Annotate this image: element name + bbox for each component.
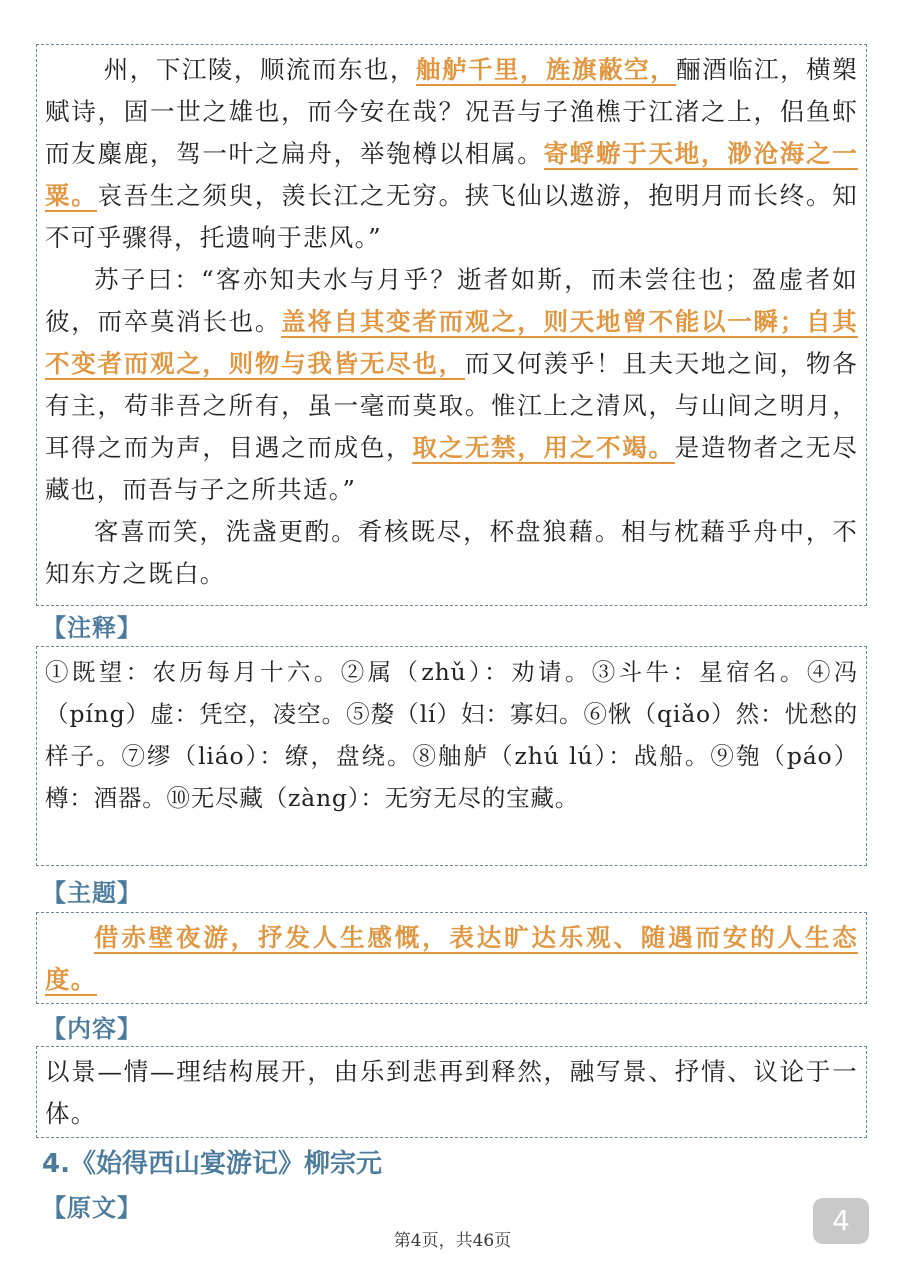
highlighted-phrase: 取之无禁，用之不竭。	[412, 433, 675, 462]
theme-label: 【主题】	[42, 879, 142, 907]
text-segment: 而又何羡乎！且夫天地之间，物各有主，苟非吾之所有，虽一毫而莫取。惟江上之清风，与山间之明月，耳得之而为声，目遇之而成色，	[45, 349, 858, 462]
highlighted-phrase: 盖将自其变者而观之，则天地曾不能以一瞬；自其不变者而观之，则物与我皆无尽也，	[45, 307, 858, 378]
page-number-badge[interactable]: 4	[813, 1198, 869, 1244]
theme-paragraph	[37, 917, 866, 1001]
content-box	[36, 1046, 867, 1138]
passage-paragraph-1	[37, 49, 866, 259]
text-segment: 州，下江陵，顺流而东也，	[103, 55, 416, 84]
highlighted-phrase: 舳舻千里，旌旗蔽空，	[415, 55, 677, 84]
original-text-label: 【原文】	[42, 1194, 142, 1222]
notes-text: ①既望：农历每月十六。②属（zhǔ）：劝请。③斗牛：星宿名。④冯（píng）虚：凭空，凌空。⑤嫠（lí）妇：寡妇。⑥愀（qiǎo）然：忧愁的样子。⑦缪（liáo）：缭，盘绕。⑧舳舻（zhú lú）：战船。⑨匏（páo）樽：酒器。⑩无尽藏（zàng）：无穷无尽的宝藏。	[45, 658, 858, 812]
text-segment: 苏子曰：“客亦知夫水与月乎？逝者如斯，而未尝往也；盈虚者如彼，而卒莫消长也。	[45, 265, 858, 336]
section-4-heading: 4.《始得西山宴游记》柳宗元	[42, 1149, 382, 1179]
text-segment: 哀吾生之须臾，羡长江之无穷。挟飞仙以遨游，抱明月而长终。知不可乎骤得，托遗响于悲风。”	[45, 181, 858, 252]
theme-box	[36, 912, 867, 1004]
text-segment: 酾酒临江，横槊赋诗，固一世之雄也，而今安在哉？况吾与子渔樵于江渚之上，侣鱼虾而友麋鹿，驾一叶之扁舟，举匏樽以相属。	[45, 55, 858, 168]
text-segment: 客喜而笑，洗盏更酌。肴核既尽，杯盘狼藉。相与枕藉乎舟中，不知东方之既白。	[45, 517, 858, 588]
passage-box	[36, 44, 867, 606]
page-footer: 第4页，共46页	[393, 1231, 512, 1251]
highlighted-phrase: 寄蜉蝣于天地，渺沧海之一粟。	[45, 139, 858, 210]
content-label: 【内容】	[42, 1015, 142, 1043]
notes-box	[36, 646, 867, 866]
content-text: 以景—情—理结构展开，由乐到悲再到释然，融写景、抒情、议论于一体。	[45, 1057, 858, 1128]
text-segment: 是造物者之无尽藏也，而吾与子之所共适。”	[45, 433, 859, 504]
passage-paragraph-2	[37, 259, 866, 511]
theme-text: 借赤壁夜游，抒发人生感慨，表达旷达乐观、随遇而安的人生态度。	[45, 923, 858, 994]
passage-paragraph-3	[37, 511, 866, 595]
notes-label: 【注释】	[42, 614, 142, 642]
